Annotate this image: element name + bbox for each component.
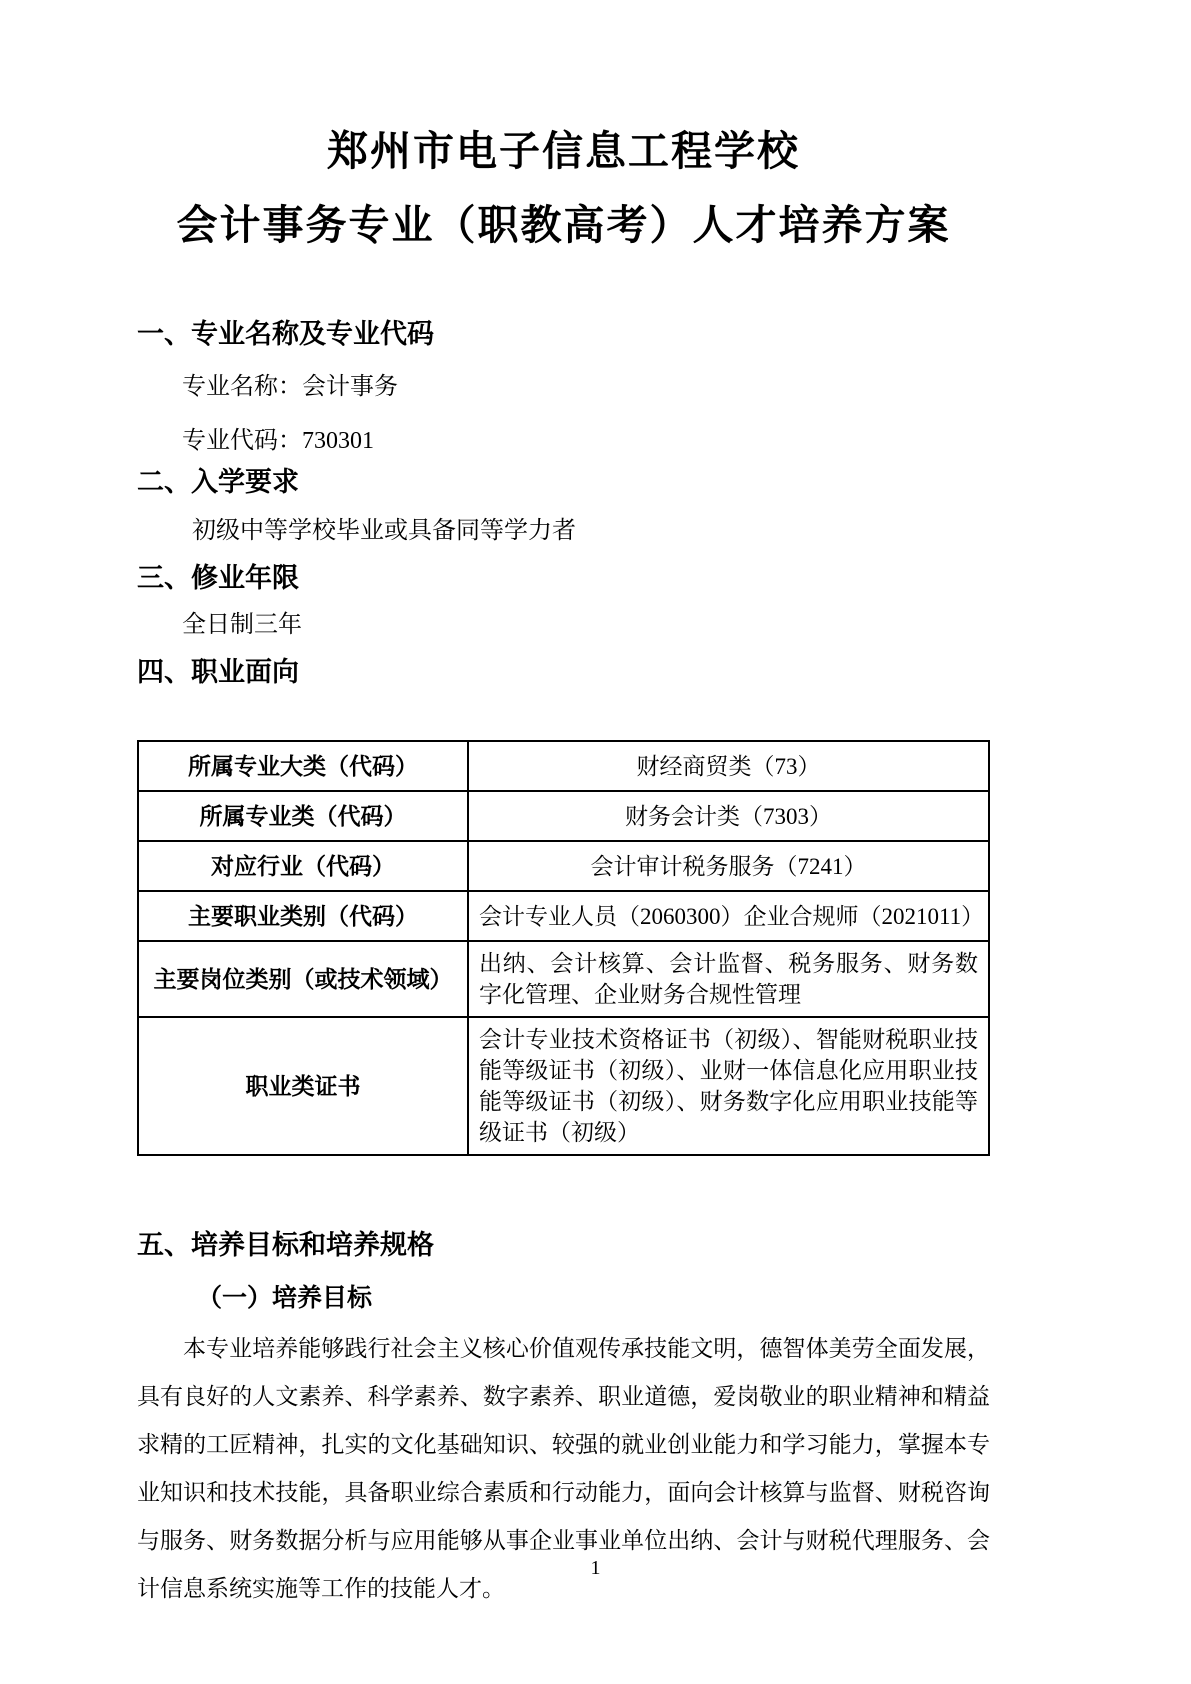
row-value-cell: 财经商贸类（73）	[468, 741, 989, 791]
row-label-cell: 职业类证书	[138, 1017, 468, 1155]
table-row	[138, 891, 989, 941]
table-row	[138, 941, 989, 1017]
section-3-heading: 三、修业年限	[137, 563, 299, 593]
table-row	[138, 841, 989, 891]
row-label-cell: 所属专业类（代码）	[138, 791, 468, 841]
document-title-line-1: 郑州市电子信息工程学校	[327, 128, 800, 174]
section-2-heading: 二、入学要求	[137, 467, 299, 497]
section-1-heading: 一、专业名称及专业代码	[137, 319, 434, 349]
page-content	[137, 0, 990, 1613]
table-row	[138, 791, 989, 841]
career-orientation-table	[137, 740, 990, 1156]
row-value-cell: 会计审计税务服务（7241）	[468, 841, 989, 891]
row-label-cell: 主要岗位类别（或技术领域）	[138, 941, 468, 1017]
major-name-line: 专业名称：会计事务	[182, 374, 398, 400]
major-code-line: 专业代码：730301	[182, 428, 374, 454]
row-value-cell: 会计专业技术资格证书（初级）、智能财税职业技能等级证书（初级）、业财一体信息化应用职业技能等级证书（初级）、财务数字化应用职业技能等级证书（初级）	[468, 1017, 989, 1155]
training-objective-paragraph: 本专业培养能够践行社会主义核心价值观传承技能文明，德智体美劳全面发展，具有良好的人文素养、科学素养、数字素养、职业道德，爱岗敬业的职业精神和精益求精的工匠精神，扎实的文化基础知识、较强的就业创业能力和学习能力，掌握本专业知识和技术技能，具备职业综合素质和行动能力，面向会计核算与监督、财税咨询与服务、财务数据分析与应用能够从事企业事业单位出纳、会计与财税代理服务、会计信息系统实施等工作的技能人才。	[137, 1336, 990, 1601]
subsection-1-heading: （一）培养目标	[197, 1285, 373, 1312]
row-value-cell: 出纳、会计核算、会计监督、税务服务、财务数字化管理、企业财务合规性管理	[468, 941, 989, 1017]
section-5-heading: 五、培养目标和培养规格	[137, 1230, 434, 1260]
row-label-cell: 对应行业（代码）	[138, 841, 468, 891]
section-4-heading: 四、职业面向	[137, 657, 299, 687]
row-label-cell: 所属专业大类（代码）	[138, 741, 468, 791]
page-number: 1	[590, 1557, 601, 1579]
table-row	[138, 741, 989, 791]
document-title-line-2: 会计事务专业（职教高考）人才培养方案	[176, 202, 951, 248]
row-label-cell: 主要职业类别（代码）	[138, 891, 468, 941]
row-value-cell: 财务会计类（7303）	[468, 791, 989, 841]
admission-requirement-line: 初级中等学校毕业或具备同等学力者	[192, 518, 576, 544]
study-duration-line: 全日制三年	[182, 612, 302, 638]
table-row	[138, 1017, 989, 1155]
row-value-cell: 会计专业人员（2060300）企业合规师（2021011）	[468, 891, 989, 941]
